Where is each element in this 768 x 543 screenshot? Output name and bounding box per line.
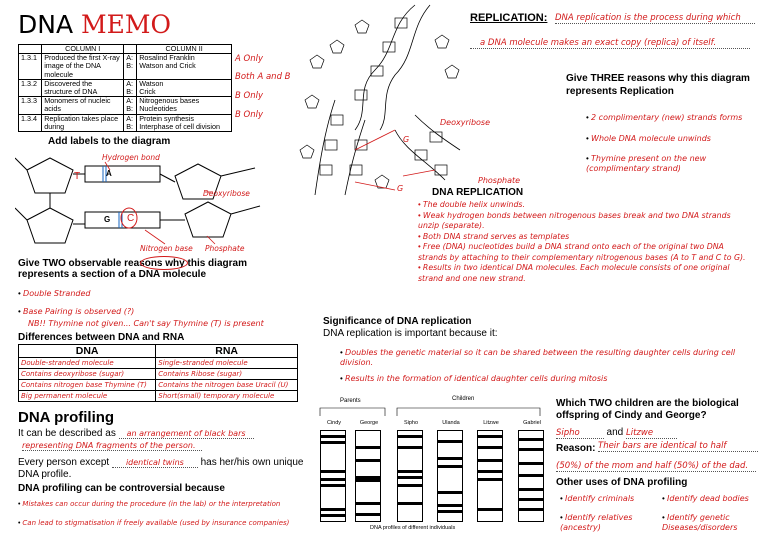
gel-band: [438, 504, 462, 507]
gel-band: [321, 435, 345, 438]
table-row: [19, 114, 232, 131]
gel-band: [519, 474, 543, 477]
gel-band: [398, 470, 422, 473]
gel-band: [321, 508, 345, 511]
reason-1: Their bars are identical to half: [598, 441, 758, 452]
row-col1: Discovered the structure of DNA: [42, 79, 124, 96]
row-num: 1.3.3: [19, 97, 42, 114]
children-question: Which TWO children are the biological offspring of Cindy and George?: [556, 398, 739, 421]
repl-label-g2: G: [397, 184, 404, 193]
steps-heading: DNA REPLICATION: [432, 187, 524, 198]
reason-2: (50%) of the mom and half (50%) of the dad.: [556, 461, 756, 472]
label-phosphate: Phosphate: [205, 244, 245, 253]
controversial-heading: DNA profiling can be controversial because: [18, 483, 225, 494]
row-letters: A: B:: [124, 54, 137, 80]
gel-lane: [355, 430, 381, 522]
table-row: Contains deoxyribose (sugar) Contains Ribose (sugar): [19, 369, 298, 380]
header-col1: COLUMN I: [42, 45, 124, 54]
base-t: T: [74, 171, 81, 182]
gel-parents: Parents: [340, 398, 361, 404]
answer-4: B Only: [235, 110, 264, 120]
list-item: • Weak hydrogen bonds between nitrogenous bases break and two DNA strands unzip (separate).: [418, 210, 731, 230]
col-rna: RNA: [156, 345, 298, 358]
gel-band: [398, 476, 422, 479]
answer-3: B Only: [235, 91, 264, 101]
gel-band: [478, 459, 502, 462]
list-item: • Identify relatives (ancestry): [560, 513, 633, 532]
gel-band: [438, 510, 462, 513]
match-table: [18, 44, 232, 132]
list-item: • Can lead to stigmatisation if freely available (used by insurance companies): [18, 519, 290, 527]
list-item: • Identify genetic Diseases/disorders: [662, 513, 738, 532]
base-c: C: [127, 213, 135, 224]
gel-band: [321, 441, 345, 444]
row-col2: Protein synthesis Interphase of cell division: [137, 114, 232, 131]
header-col2: COLUMN II: [137, 45, 232, 54]
row-num: 1.3.1: [19, 54, 42, 80]
table-row: [19, 79, 232, 96]
gel-band: [519, 488, 543, 491]
list-item: • 2 complimentary (new) strands forms: [586, 113, 743, 122]
base-a: A: [106, 169, 112, 178]
label-deoxyribose: Deoxyribose: [203, 189, 250, 198]
list-item: • Doubles the genetic material so it can be shared between the resulting daughter cells during cell division.: [340, 348, 736, 367]
gel-band: [398, 446, 422, 449]
row-letters: A: B:: [124, 97, 137, 114]
differences-table: [18, 344, 298, 402]
gel-lane: [518, 430, 544, 522]
table-row: Double-stranded molecule Single-stranded molecule: [19, 358, 298, 369]
gel-lane-label: Litzwe: [483, 420, 499, 426]
labels-heading: Add labels to the diagram: [48, 136, 171, 147]
gel-band: [478, 470, 502, 473]
gel-band: [519, 438, 543, 441]
gel-band: [398, 484, 422, 487]
gel-band: [321, 484, 345, 487]
row-col1: Replication takes place during: [42, 114, 124, 131]
gel-band: [478, 446, 502, 449]
gel-band: [321, 514, 345, 517]
gel-band: [321, 470, 345, 473]
list-item: • Identify dead bodies: [662, 494, 749, 503]
profiling-every: Every person except identical twins has her/his own unique DNA profile.: [18, 457, 304, 480]
repl-label-g1: G: [403, 135, 410, 144]
repl-label-deoxyribose: Deoxyribose: [440, 118, 491, 127]
observable-note: NB!! Thymine not given... Can't say Thymine (T) is present: [28, 319, 264, 328]
gel-band: [438, 491, 462, 494]
table-row: Big permanent molecule Short(small) temporary molecule: [19, 391, 298, 402]
gel-band: [519, 448, 543, 451]
children-answer: Sipho and Litzwe: [556, 427, 677, 438]
row-col2: Watson Crick: [137, 79, 232, 96]
gel-band: [519, 462, 543, 465]
gel-band: [356, 479, 380, 482]
repl-label-phosphate: Phosphate: [478, 176, 521, 185]
profiling-desc: It can be described as an arrangement of black bars: [18, 428, 254, 439]
nucleotide-pair-diagram: [15, 148, 270, 258]
other-uses-heading: Other uses of DNA profiling: [556, 477, 688, 488]
gel-band: [438, 465, 462, 468]
differences-heading: Differences between DNA and RNA: [18, 332, 185, 343]
replication-reasons-heading: Give THREE reasons why this diagram represents Replication: [566, 73, 750, 97]
label-nitrogen-base: Nitrogen base: [140, 244, 193, 253]
gel-band: [356, 459, 380, 462]
list-item: • The double helix unwinds.: [418, 200, 525, 209]
gel-lane: [397, 430, 423, 522]
observable-heading: Give TWO observable reasons why this diagram represents a section of a DNA molecule: [18, 258, 247, 280]
gel-lane-label: Sipho: [403, 420, 419, 426]
gel-band: [478, 435, 502, 438]
list-item: • Identify criminals: [560, 494, 635, 503]
list-item: • Both DNA strand serves as templates: [418, 231, 570, 241]
gel-lanes: [315, 420, 550, 528]
title-part1: DNA: [18, 10, 74, 39]
table-row: [19, 54, 232, 80]
base-g: G: [104, 215, 111, 224]
gel-band: [478, 478, 502, 481]
gel-band: [478, 508, 502, 511]
answer-1: A Only: [235, 54, 263, 64]
row-letters: A: B:: [124, 114, 137, 131]
list-item: • Double Stranded: [18, 289, 91, 298]
row-letters: A: B:: [124, 79, 137, 96]
gel-children: Children: [452, 396, 475, 402]
gel-band: [356, 513, 380, 516]
row-col1: Monomers of nucleic acids: [42, 97, 124, 114]
row-col2: Nitrogenous bases Nucleotides: [137, 97, 232, 114]
circle-mark: [140, 256, 188, 270]
gel-band: [321, 478, 345, 481]
answer-2: Both A and B: [235, 72, 291, 82]
gel-lane-label: Gabriel: [523, 420, 541, 426]
replication-def-1: DNA replication is the process during which: [555, 13, 755, 24]
gel-band: [398, 502, 422, 505]
col-dna: DNA: [19, 345, 156, 358]
table-row: [19, 97, 232, 114]
gel-lane: [437, 430, 463, 522]
reason-label: Reason:: [556, 443, 596, 454]
row-col1: Produced the first X-ray image of the DNA molecule: [42, 54, 124, 80]
replication-diagram: [295, 0, 465, 200]
gel-band: [519, 508, 543, 511]
steps-list: [418, 200, 753, 284]
gel-lane-label: Ulanda: [442, 420, 460, 426]
page-title: [18, 10, 171, 39]
row-num: 1.3.4: [19, 114, 42, 131]
label-hydrogen-bond: Hydrogen bond: [102, 153, 160, 162]
list-item: • Thymine present on the new (complimentary strand): [586, 154, 707, 173]
gel-lane-label: Cindy: [326, 420, 342, 426]
replication-label: REPLICATION:: [470, 12, 548, 24]
gel-band: [356, 502, 380, 505]
gel-band: [519, 498, 543, 501]
gel-lane: [320, 430, 346, 522]
gel-band: [438, 457, 462, 460]
significance-sub: DNA replication is important because it:: [323, 328, 498, 339]
list-item: • Mistakes can occur during the procedure (in the lab) or the interpretation: [18, 500, 281, 508]
gel-band: [398, 435, 422, 438]
list-item: • Results in two identical DNA molecules. Each molecule consists of one original strand and one new strand.: [418, 263, 730, 283]
row-col2: Rosalind Franklin Watson and Crick: [137, 54, 232, 80]
significance-heading: Significance of DNA replication: [323, 316, 472, 327]
row-num: 1.3.2: [19, 79, 42, 96]
gel-band: [356, 446, 380, 449]
list-item: • Base Pairing is observed (?): [18, 307, 135, 316]
list-item: • Results in the formation of identical daughter cells during mitosis: [340, 374, 608, 383]
gel-caption: DNA profiles of different individuals: [370, 525, 456, 531]
profiling-heading: DNA profiling: [18, 409, 115, 426]
gel-band: [438, 440, 462, 443]
profiling-desc-2: representing DNA fragments of the person.: [22, 441, 202, 451]
gel-lane: [477, 430, 503, 522]
list-item: • Whole DNA molecule unwinds: [586, 134, 711, 143]
replication-def-2: a DNA molecule makes an exact copy (replica) of itself.: [470, 38, 750, 49]
gel-brackets: [315, 400, 545, 420]
table-row: Contains nitrogen base Thymine (T) Contains the nitrogen base Uracil (U): [19, 380, 298, 391]
title-part2: MEMO: [81, 10, 171, 39]
gel-lane-label: George: [359, 420, 379, 426]
list-item: • Free (DNA) nucleotides build a DNA strand onto each of the original two DNA strands by attaching to their complementary nitrogenous bases (A to T and C to G).: [418, 242, 746, 262]
